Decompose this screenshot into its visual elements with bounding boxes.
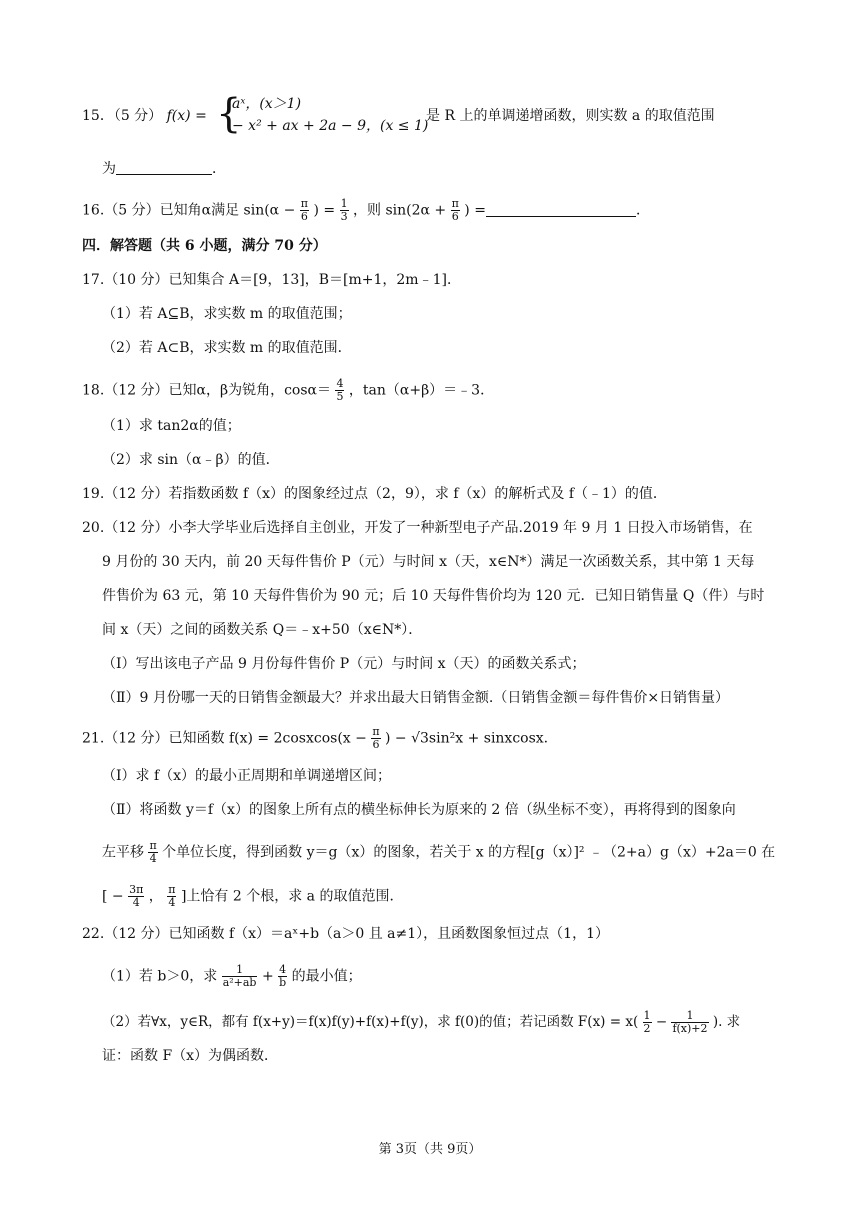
q22-stem: 22.（12 分）已知函数 f（x）＝aˣ+b（a＞0 且 a≠1），且函数图象恒过点（1，1） (82, 926, 609, 942)
q21-part1: （Ⅰ）求 f（x）的最小正周期和单调递增区间； (102, 768, 392, 784)
q17-part2: （2）若 A⊂B，求实数 m 的取值范围． (102, 340, 352, 356)
q15-line2: 为 ． (102, 158, 226, 179)
q17-stem: 17.（10 分）已知集合 A＝[9，13]，B＝[m+1，2m﹣1]． (82, 272, 461, 288)
q22-part2: （2）若∀x，y∈R，都有 f(x+y)＝f(x)f(y)+f(x)+f(y)，求 f(0)的值；若记函数 F(x) = x( $\frac{1}{2}$ − $\frac{1}{f(x)+2}$ ). 求 (102, 1009, 741, 1035)
q21-frac2: $\frac{\pi}{4}$ (149, 839, 157, 865)
q20-line4: 间 x（天）之间的函数关系 Q＝﹣x+50（x∈N*）． (102, 622, 423, 638)
q15-text: 是 R 上的单调递增函数，则实数 a 的取值范围 (426, 108, 715, 124)
q17-part1: （1）若 A⊆B，求实数 m 的取值范围； (102, 306, 352, 322)
q18-part2: （2）求 sin（α﹣β）的值． (102, 452, 280, 468)
q16-line: 16.（5 分）已知角α满足 sin(α − $\frac{\pi}{6}$ ) = $\frac{1}{3}$ ，则 sin(2α + $\frac{\pi}{6}$ ) = ． (82, 197, 650, 223)
page-footer: 第 3页（共 9页） (378, 1142, 482, 1157)
q21-frac4: $\frac{\pi}{4}$ (168, 883, 176, 909)
q21-line3: 左平移 $\frac{\pi}{4}$ 个单位长度，得到函数 y＝g（x）的图象，若关于 x 的方程[g（x）]² ﹣（2+a）g（x）+2a＝0 在 (102, 839, 776, 865)
q22-frac3: $\frac{1}{2}$ (643, 1009, 651, 1035)
q18-stem: 18.（12 分）已知α，β为锐角，cosα＝ $\frac{4}{5}$ ，tan（α+β）＝﹣3． (82, 377, 495, 403)
q15-number: 15．（5 分） (82, 108, 163, 124)
section-header: 四．解答题（共 6 小题，满分 70 分） (82, 238, 327, 254)
q20-line1: 20.（12 分）小李大学毕业后选择自主创业，开发了一种新型电子产品.2019 年 9 月 1 日投入市场销售，在 (82, 520, 753, 536)
q15-brace: { (216, 91, 242, 137)
q18-part1: （1）求 tan2α的值； (102, 418, 241, 434)
q21-part2: （Ⅱ）将函数 y＝f（x）的图象上所有点的横坐标伸长为原来的 2 倍（纵坐标不变），再将得到的图象向 (102, 802, 736, 818)
q22-frac1: $\frac{1}{\text{a²+ab}}$ (222, 963, 257, 989)
q19-stem: 19.（12 分）若指数函数 f（x）的图象经过点（2，9），求 f（x）的解析式及 f（﹣1）的值． (82, 486, 667, 502)
q15-case1: aˣ，(x＞1) (232, 96, 302, 112)
q22-frac2: $\frac{4}{b}$ (279, 963, 287, 989)
q21-line4: [ − $\frac{3\pi}{4}$ ， $\frac{\pi}{4}$ ]上恰有 2 个根，求 a 的取值范围． (102, 883, 404, 909)
q20-part1: （Ⅰ）写出该电子产品 9 月份每件售价 P（元）与时间 x（天）的函数关系式； (102, 656, 586, 672)
q15-case2: − x² + ax + 2a − 9，(x ≤ 1) (232, 118, 429, 134)
q22-part1: （1）若 b＞0，求 $\frac{1}{\text{a²+ab}}$ + $\frac{4}{b}$ 的最小值； (102, 963, 362, 989)
q16-frac3: $\frac{\pi}{6}$ (451, 197, 459, 223)
q15-blank (116, 158, 212, 175)
q21-stem: 21.（12 分）已知函数 f(x) = 2cosxcos(x − $\frac{\pi}{6}$ ) − √3sin²x + sinxcosx. (82, 725, 549, 751)
q20-line3: 件售价为 63 元，第 10 天每件售价为 90 元；后 10 天每件售价均为 120 元．已知日销售量 Q（件）与时 (102, 588, 765, 604)
q16-blank (486, 200, 636, 217)
q22-frac4: $\frac{1}{f(x)+2}$ (672, 1009, 708, 1035)
q22-line3: 证：函数 F（x）为偶函数． (102, 1048, 279, 1064)
q20-line2: 9 月份的 30 天内，前 20 天每件售价 P（元）与时间 x（天，x∈N*）满足一次函数关系，其中第 1 天每 (102, 554, 755, 570)
q18-frac: $\frac{4}{5}$ (336, 377, 344, 403)
q15-line1 (82, 106, 207, 126)
q15-fx: f(x) = (166, 108, 207, 124)
q16-frac1: $\frac{\pi}{6}$ (300, 197, 308, 223)
q16-frac2: $\frac{1}{3}$ (340, 197, 348, 223)
q20-part2: （Ⅱ）9 月份哪一天的日销售金额最大？并求出最大日销售金额.（日销售金额＝每件售价×日销售量） (102, 690, 730, 706)
q21-frac3: $\frac{3\pi}{4}$ (129, 883, 144, 909)
q21-frac: $\frac{\pi}{6}$ (372, 725, 380, 751)
